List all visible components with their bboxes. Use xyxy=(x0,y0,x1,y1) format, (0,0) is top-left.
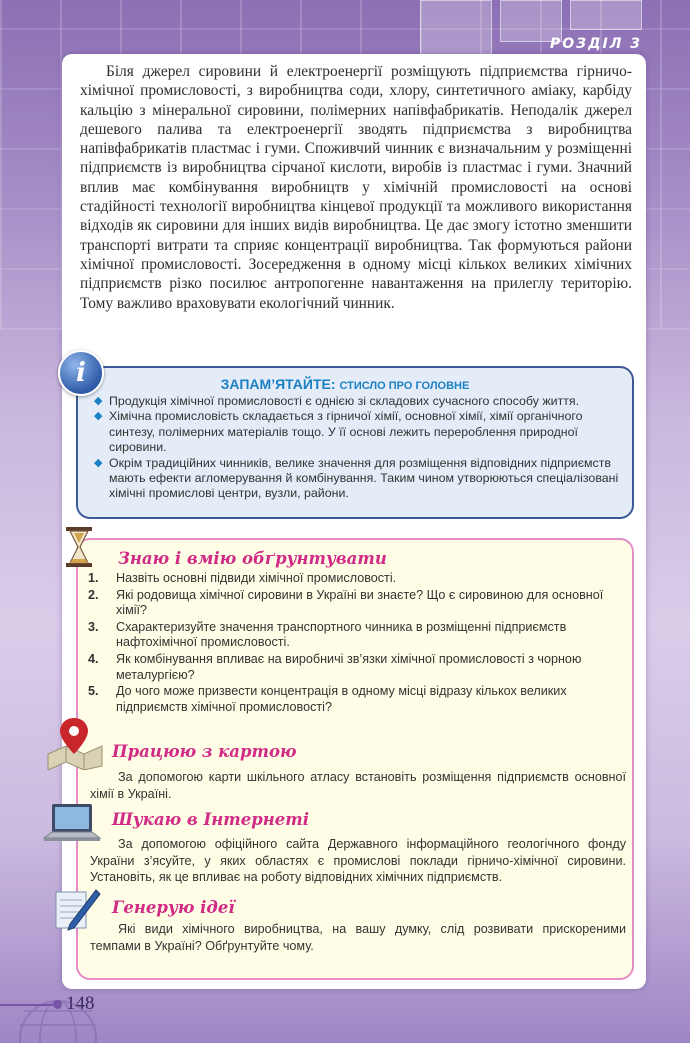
know-heading: Знаю і вмію обґрунтувати xyxy=(118,549,387,568)
task-item: 5. До чого може призвести концентрація в одному місці відразу кількох великих підприємств хімічної промисловості? xyxy=(88,684,567,714)
task-item: 3. Схарактеризуйте значення транспортного чинника в розміщенні підприємств нафтохімічної промисловості. xyxy=(88,619,567,650)
task-item: 4. Як комбінування впливає на виробничі зв’язки хімічної промисловості з чорною металургією? xyxy=(88,651,582,682)
remember-title xyxy=(130,376,560,392)
map-pin-icon xyxy=(44,714,106,770)
remember-title-main: ЗАПАМ’ЯТАЙТЕ: xyxy=(220,376,336,392)
ideas-text-block xyxy=(90,921,626,954)
map-text: За допомогою карти шкільного атласу встановіть розміщення підприємств основної хімії в Україні. xyxy=(90,770,626,801)
bullet-icon: ◆ xyxy=(94,410,103,423)
remember-list xyxy=(92,394,624,502)
map-text-block xyxy=(90,769,626,802)
remember-item: ◆ Окрім традиційних чинників, велике значення для розміщення відповідних підприємств мають ефекти агломерування й комбінування. Таким чином утворюються спеціалізовані хімічні промислові центри, вузли, райони. xyxy=(94,455,619,501)
remember-item: ◆ Хімічна промисловість складається з гірничої хімії, основної хімії, хімії органічного синтезу, полімерних матеріалів тощо. У її основі лежить перероблення природної сировини. xyxy=(94,409,583,455)
remember-subtitle: СТИСЛО ПРО ГОЛОВНЕ xyxy=(339,380,470,392)
section-label: РОЗДІЛ 3 xyxy=(549,36,642,52)
map-heading: Працюю з картою xyxy=(112,742,297,761)
task-item: 2. Які родовища хімічної сировини в Україні ви знаєте? Що є сировиною для основної хімії? xyxy=(88,587,604,618)
background-bar xyxy=(570,0,642,30)
hourglass-icon xyxy=(64,525,94,569)
globe-icon xyxy=(18,995,98,1043)
background-bar xyxy=(420,0,492,62)
main-text xyxy=(80,62,632,313)
remember-item: ◆ Продукція хімічної промисловості є однією зі складових сучасного способу життя. xyxy=(94,394,580,408)
main-paragraph: Біля джерел сировини й електроенергії розміщують підприємства гірничо-хімічної промисловості, з виробництва соди, хлору, синтетичного аміаку, карбіду кальцію з мінеральної сировини, полімерних напівфабрикатів. Неподалік джерел дешевого палива та електроенергії зводять підприємства з виробництва напівфабрикатів пластмас і гуми. Споживчий чинник є визначальним у розміщенні підприємств із виробництва сірчаної кислоти, виробів із пластмас і гуми. Значний вплив має комбінування виробництв у хімічній промисловості на основі стадійності технології виробництва кінцевої продукції та можливого використання відходів як сировини для інших видів виробництва. Це дає змогу істотно зменшити транспорті витрати та сприяє концентрації виробництва. Так формуються райони хімічної промисловості. Зосередження в одному місці кількох великих хімічних підприємств різко посилює антропогенне навантаження на прилеглу територію. Тому важливо враховувати екологічний чинник. xyxy=(80,63,632,312)
internet-heading: Шукаю в Інтернеті xyxy=(112,810,309,829)
page-number: 148 xyxy=(66,993,95,1014)
bullet-icon: ◆ xyxy=(94,456,103,469)
bullet-icon: ◆ xyxy=(94,395,103,407)
internet-text-block xyxy=(90,836,626,886)
info-icon: i xyxy=(58,350,104,396)
ideas-heading: Генерую ідеї xyxy=(112,898,235,917)
ideas-text: Які види хімічного виробництва, на вашу думку, слід розвивати прискореними темпами в Україні? Обґрунтуйте чому. xyxy=(90,922,626,953)
task-item: 1. Назвіть основні підвиди хімічної промисловості. xyxy=(88,571,397,585)
task-list xyxy=(88,571,628,716)
internet-text: За допомогою офіційного сайта Державного інформаційного геологічного фонду України з’ясуйте, у яких областях є промислові поклади гірничо-хімічної сировини. Установіть, як це впливає на роботу відповідних хімічних підприємств. xyxy=(90,837,626,884)
